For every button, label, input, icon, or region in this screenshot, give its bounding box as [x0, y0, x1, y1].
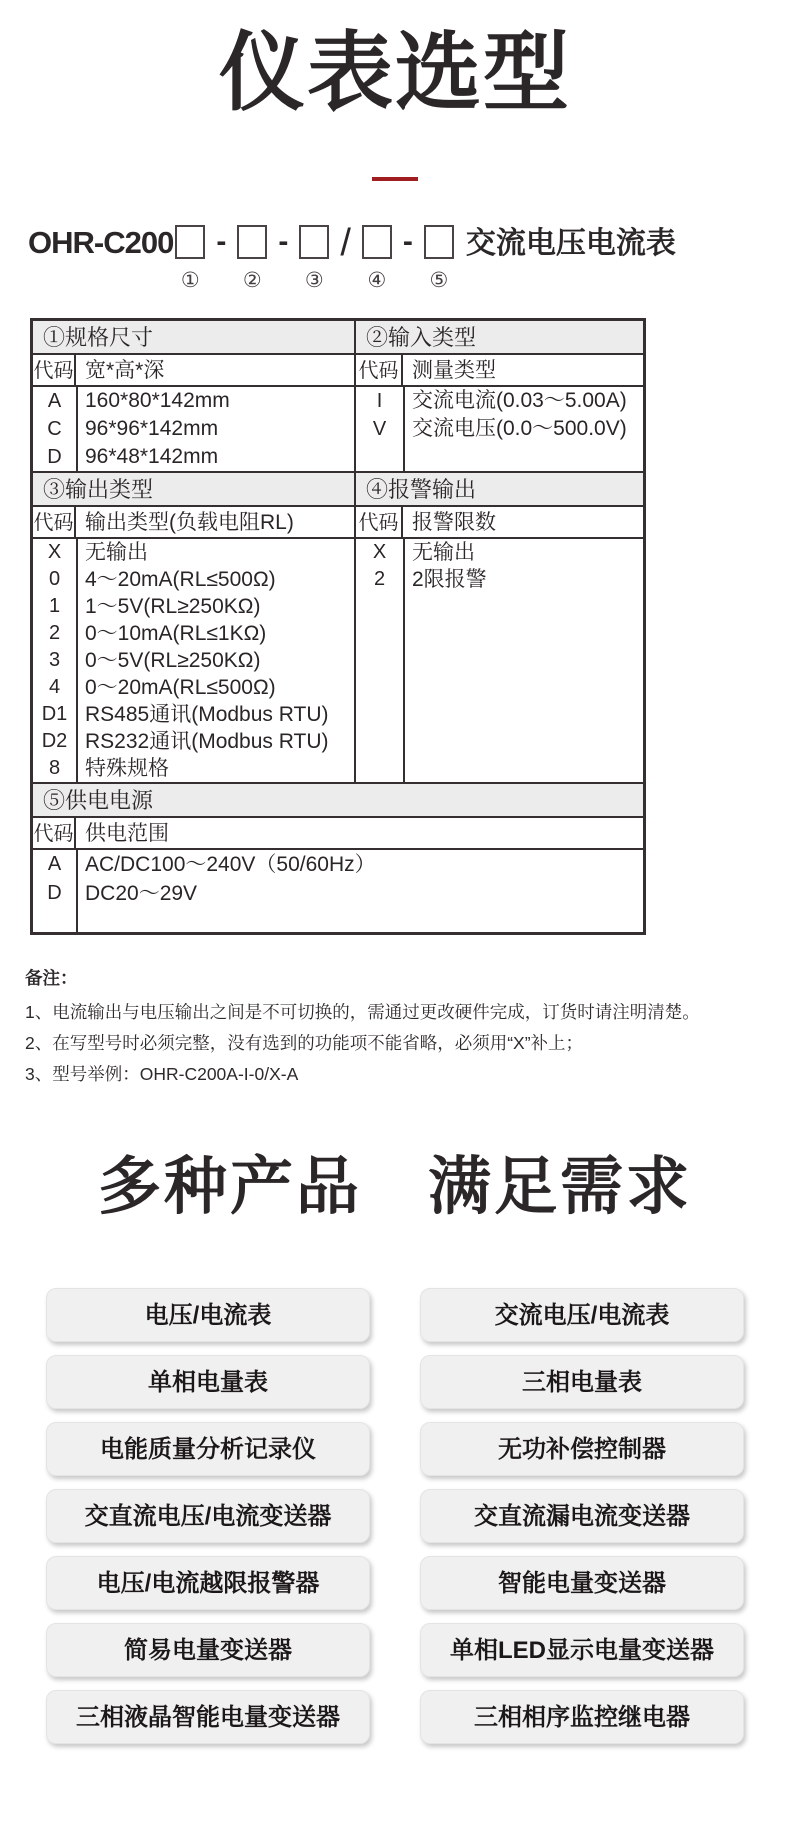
- model-code-line: [28, 221, 790, 292]
- table-row: [33, 728, 354, 755]
- column-header-row: [356, 355, 643, 387]
- model-separator-4: -: [402, 224, 413, 258]
- model-slot-2: [237, 225, 267, 292]
- section-power-supply: [33, 784, 643, 932]
- selection-table: [30, 318, 646, 935]
- product-button-leakage-current-transmitter[interactable]: 交直流漏电流变送器: [420, 1489, 744, 1543]
- model-prefix: OHR-C200: [28, 224, 174, 260]
- code-cell: A: [47, 389, 62, 412]
- model-slot-number-5: ⑤: [429, 268, 449, 292]
- section-header-2: ②输入类型: [356, 321, 643, 355]
- product-button-smart-power-transmitter[interactable]: 智能电量变送器: [420, 1556, 744, 1610]
- code-cell: D: [47, 881, 62, 904]
- model-slot-5: [424, 225, 454, 292]
- product-button-limit-alarm[interactable]: 电压/电流越限报警器: [46, 1556, 370, 1610]
- table-row: [356, 539, 643, 566]
- model-slot-4: [362, 225, 392, 292]
- model-slot-1: [175, 225, 205, 292]
- model-slot-number-4: ④: [367, 268, 387, 292]
- table-row: [33, 415, 354, 443]
- section-4-rows: [356, 539, 643, 782]
- section-2-rows: [356, 387, 643, 471]
- desc-cell: 特殊规格: [85, 756, 169, 780]
- section-1-rows: [33, 387, 354, 471]
- product-button-ac-voltage-current-meter[interactable]: 交流电压/电流表: [420, 1288, 744, 1342]
- code-cell: D2: [41, 729, 68, 752]
- code-cell: X: [47, 540, 62, 563]
- table-row: [33, 387, 354, 415]
- column-header-row: [33, 355, 354, 387]
- desc-cell: RS485通讯(Modbus RTU): [85, 702, 329, 726]
- desc-header-cell: 测量类型: [412, 358, 496, 382]
- desc-cell: DC20～29V: [85, 881, 198, 905]
- desc-cell: 160*80*142mm: [85, 388, 230, 412]
- model-slot-3: [299, 225, 329, 292]
- table-row: [33, 879, 643, 908]
- product-button-reactive-compensation-controller[interactable]: 无功补偿控制器: [420, 1422, 744, 1476]
- code-cell: V: [372, 417, 387, 440]
- table-block-2: [33, 471, 643, 782]
- product-column-right: [420, 1288, 744, 1744]
- model-separator-1: -: [216, 224, 227, 258]
- desc-cell: 2限报警: [412, 567, 487, 591]
- desc-cell: 交流电压(0.0～500.0V): [412, 416, 627, 440]
- table-row: [33, 443, 354, 471]
- product-column-left: [46, 1288, 370, 1744]
- section-alarm-output: [356, 473, 643, 782]
- note-item-2: 2、在写型号时必须完整，没有选到的功能项不能省略，必须用“X”补上；: [25, 1032, 584, 1053]
- section-3-rows: [33, 539, 354, 782]
- desc-header-cell: 输出类型(负载电阻RL): [85, 510, 294, 534]
- section-spec-size: [33, 321, 356, 471]
- model-slot-box-4: [362, 225, 392, 259]
- desc-cell: 96*48*142mm: [85, 444, 219, 468]
- code-header-cell: 代码: [356, 507, 403, 537]
- table-row: [356, 387, 643, 415]
- code-cell: I: [376, 389, 383, 412]
- table-row: [33, 701, 354, 728]
- table-row: [33, 850, 643, 879]
- model-slot-box-2: [237, 225, 267, 259]
- code-cell: 0: [48, 567, 61, 590]
- table-row: [33, 755, 354, 782]
- product-button-three-phase-lcd-transmitter[interactable]: 三相液晶智能电量变送器: [46, 1690, 370, 1744]
- product-button-three-phase-meter[interactable]: 三相电量表: [420, 1355, 744, 1409]
- table-block-1: [33, 321, 643, 471]
- table-row: [356, 415, 643, 443]
- section-header-5: ⑤供电电源: [33, 784, 643, 818]
- product-button-power-quality-recorder[interactable]: 电能质量分析记录仪: [46, 1422, 370, 1476]
- page-title: 仪表选型: [219, 25, 571, 121]
- note-item-1: 1、电流输出与电压输出之间是不可切换的，需通过更改硬件完成，订货时请注明清楚。: [25, 1001, 700, 1022]
- code-header-cell: 代码: [356, 355, 403, 385]
- code-cell: 1: [48, 594, 61, 617]
- code-cell: D: [47, 445, 62, 468]
- desc-header-cell: 宽*高*深: [85, 358, 165, 382]
- code-cell: A: [47, 852, 62, 875]
- section-header-1: ①规格尺寸: [33, 321, 354, 355]
- notes-label: 备注：: [25, 967, 78, 988]
- desc-cell: 0～10mA(RL≤1KΩ): [85, 621, 267, 645]
- code-header-cell: 代码: [33, 818, 76, 848]
- table-row: [33, 620, 354, 647]
- code-cell: 3: [48, 648, 61, 671]
- code-cell: 4: [48, 675, 61, 698]
- desc-cell: 无输出: [412, 540, 475, 564]
- code-cell: 2: [373, 567, 386, 590]
- column-header-row: [356, 507, 643, 539]
- code-cell: D1: [41, 702, 68, 725]
- accent-divider: [372, 177, 418, 181]
- product-button-grid: [46, 1288, 744, 1744]
- section-input-type: [356, 321, 643, 471]
- code-header-cell: 代码: [33, 355, 76, 385]
- model-slot-number-3: ③: [304, 268, 324, 292]
- table-block-3: [33, 782, 643, 932]
- product-button-simple-power-transmitter[interactable]: 简易电量变送器: [46, 1623, 370, 1677]
- table-row: [356, 566, 643, 593]
- table-row: [33, 539, 354, 566]
- desc-cell: AC/DC100～240V（50/60Hz）: [85, 852, 376, 876]
- desc-cell: 无输出: [85, 540, 148, 564]
- column-header-row: [33, 507, 354, 539]
- code-header-cell: 代码: [33, 507, 76, 537]
- model-slot-number-1: ①: [180, 268, 200, 292]
- desc-cell: 1～5V(RL≥250KΩ): [85, 594, 261, 618]
- model-separator-3: /: [340, 221, 351, 264]
- desc-cell: 4～20mA(RL≤500Ω): [85, 567, 276, 591]
- product-button-phase-sequence-relay[interactable]: 三相相序监控继电器: [420, 1690, 744, 1744]
- model-slot-box-5: [424, 225, 454, 259]
- model-suffix: 交流电压电流表: [465, 226, 676, 260]
- desc-cell: RS232通讯(Modbus RTU): [85, 729, 329, 753]
- section-header-4: ④报警输出: [356, 473, 643, 507]
- notes: [25, 965, 790, 1090]
- product-button-single-phase-led-transmitter[interactable]: 单相LED显示电量变送器: [420, 1623, 744, 1677]
- code-cell: 8: [48, 756, 61, 779]
- table-row: [33, 566, 354, 593]
- code-cell: 2: [48, 621, 61, 644]
- product-button-voltage-current-meter[interactable]: 电压/电流表: [46, 1288, 370, 1342]
- section-output-type: [33, 473, 356, 782]
- desc-cell: 0～5V(RL≥250KΩ): [85, 648, 261, 672]
- note-item-3: 3、型号举例：OHR-C200A-I-0/X-A: [25, 1063, 299, 1084]
- model-separator-2: -: [278, 224, 289, 258]
- table-row: [33, 674, 354, 701]
- model-slot-number-2: ②: [242, 268, 262, 292]
- desc-cell: 0～20mA(RL≤500Ω): [85, 675, 276, 699]
- code-cell: X: [372, 540, 387, 563]
- section-header-3: ③输出类型: [33, 473, 354, 507]
- desc-cell: 交流电流(0.03～5.00A): [412, 388, 627, 412]
- column-header-row: [33, 818, 643, 850]
- code-cell: C: [47, 417, 62, 440]
- desc-header-cell: 供电范围: [85, 821, 169, 845]
- section-5-rows: [33, 850, 643, 932]
- products-title: 多种产品 满足需求: [98, 1151, 692, 1222]
- desc-cell: 96*96*142mm: [85, 416, 219, 440]
- table-row: [33, 647, 354, 674]
- model-slot-box-1: [175, 225, 205, 259]
- table-row: [33, 593, 354, 620]
- product-button-single-phase-meter[interactable]: 单相电量表: [46, 1355, 370, 1409]
- model-slot-box-3: [299, 225, 329, 259]
- product-button-acdc-voltage-current-transmitter[interactable]: 交直流电压/电流变送器: [46, 1489, 370, 1543]
- desc-header-cell: 报警限数: [412, 510, 496, 534]
